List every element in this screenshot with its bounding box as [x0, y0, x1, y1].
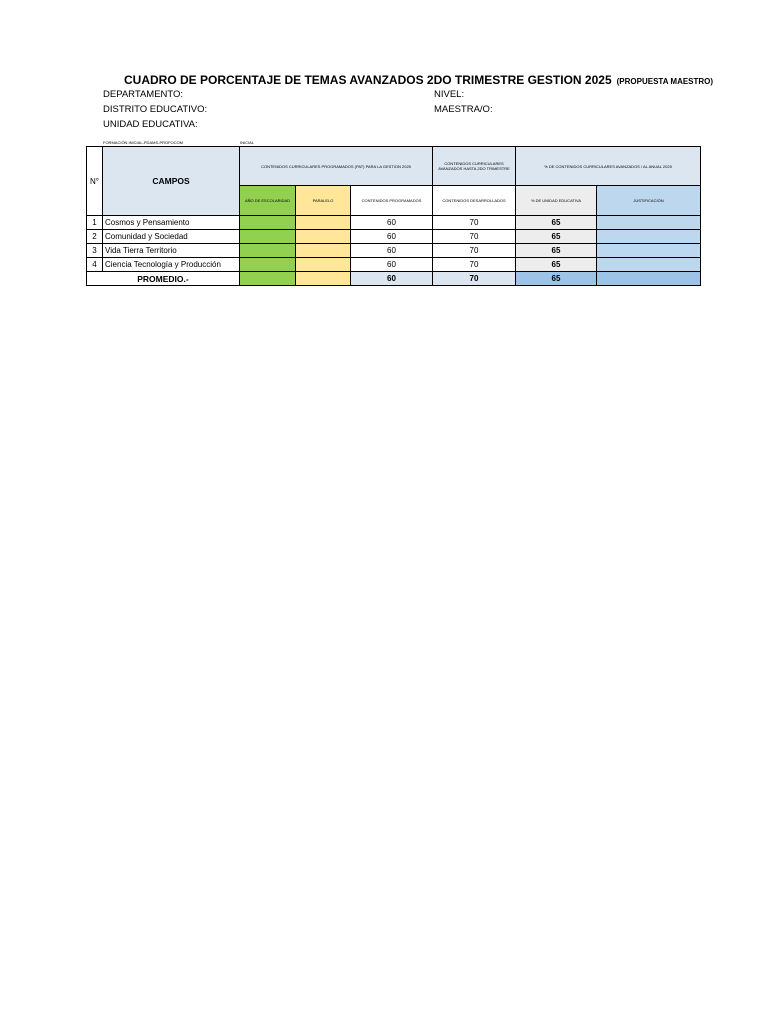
row-desarrollados: 70: [433, 230, 516, 244]
header-group-porcentaje: % DE CONTENIDOS CURRICULARES AVANZADOS / AL ANUAL 2025: [516, 147, 701, 186]
row-campo: Comunidad y Sociedad: [103, 230, 240, 244]
header-justificacion: JUSTIFICACIÓN: [597, 186, 701, 216]
row-anio-cell[interactable]: [240, 230, 296, 244]
header-campos: CAMPOS: [103, 147, 240, 216]
distrito-label: DISTRITO EDUCATIVO:: [103, 104, 208, 115]
header-group-avanzados: CONTENIDOS CURRICULARES AVANZADOS HASTA 2DO TRIMESTRE: [433, 147, 516, 186]
row-desarrollados: 70: [433, 258, 516, 272]
table-row: [87, 258, 701, 272]
row-number: 1: [87, 216, 103, 230]
table-row: [87, 216, 701, 230]
formacion-label: FORMACIÓN INICIAL-PDAMS-PROFOCOM: [103, 140, 184, 145]
row-number: 2: [87, 230, 103, 244]
document-title: [124, 71, 713, 89]
row-desarrollados: 70: [433, 244, 516, 258]
contents-table: [86, 146, 701, 286]
row-anio-cell[interactable]: [240, 258, 296, 272]
header-programados: CONTENIDOS PROGRAMADOS: [351, 186, 433, 216]
row-programados: 60: [351, 244, 433, 258]
promedio-porcentaje: 65: [516, 272, 597, 286]
row-paralelo-cell[interactable]: [296, 244, 351, 258]
row-number: 3: [87, 244, 103, 258]
row-programados: 60: [351, 216, 433, 230]
row-campo: Ciencia Tecnología y Producción: [103, 258, 240, 272]
header-anio: AÑO DE ESCOLARIDAD: [240, 186, 296, 216]
table-row: [87, 244, 701, 258]
header-porcentaje: % DE UNIDAD EDUCATIVA: [516, 186, 597, 216]
unidad-label: UNIDAD EDUCATIVA:: [103, 119, 198, 130]
title-sub: (PROPUESTA MAESTRO): [616, 77, 714, 86]
inicial-label: INICIAL: [240, 140, 255, 145]
departamento-label: DEPARTAMENTO:: [103, 89, 184, 100]
nivel-label: NIVEL:: [434, 89, 465, 100]
row-programados: 60: [351, 230, 433, 244]
maestra-label: MAESTRA/O:: [434, 104, 493, 115]
row-justificacion-cell[interactable]: [597, 216, 701, 230]
title-main: CUADRO DE PORCENTAJE DE TEMAS AVANZADOS 2DO TRIMESTRE GESTION 2025: [124, 73, 612, 87]
row-paralelo-cell[interactable]: [296, 230, 351, 244]
row-porcentaje: 65: [516, 258, 597, 272]
row-programados: 60: [351, 258, 433, 272]
row-justificacion-cell[interactable]: [597, 244, 701, 258]
promedio-paralelo-cell: [296, 272, 351, 286]
row-justificacion-cell[interactable]: [597, 258, 701, 272]
row-campo: Cosmos y Pensamiento: [103, 216, 240, 230]
row-anio-cell[interactable]: [240, 244, 296, 258]
row-porcentaje: 65: [516, 230, 597, 244]
row-paralelo-cell[interactable]: [296, 216, 351, 230]
row-porcentaje: 65: [516, 244, 597, 258]
row-number: 4: [87, 258, 103, 272]
row-campo: Vida Tierra Territorio: [103, 244, 240, 258]
row-desarrollados: 70: [433, 216, 516, 230]
table-row: [87, 230, 701, 244]
row-porcentaje: 65: [516, 216, 597, 230]
header-paralelo: PARALELO: [296, 186, 351, 216]
promedio-programados: 60: [351, 272, 433, 286]
promedio-row: [87, 272, 701, 286]
promedio-justificacion-cell: [597, 272, 701, 286]
header-group-programados: CONTENIDOS CURRICULARES PROGRAMADOS (PAT) PARA LA GESTION 2025: [240, 147, 433, 186]
header-no: N°: [87, 147, 103, 216]
header-desarrollados: CONTENIDOS DESARROLLADOS: [433, 186, 516, 216]
row-paralelo-cell[interactable]: [296, 258, 351, 272]
promedio-anio-cell: [240, 272, 296, 286]
row-anio-cell[interactable]: [240, 216, 296, 230]
row-justificacion-cell[interactable]: [597, 230, 701, 244]
promedio-label: PROMEDIO.-: [87, 272, 240, 286]
promedio-desarrollados: 70: [433, 272, 516, 286]
